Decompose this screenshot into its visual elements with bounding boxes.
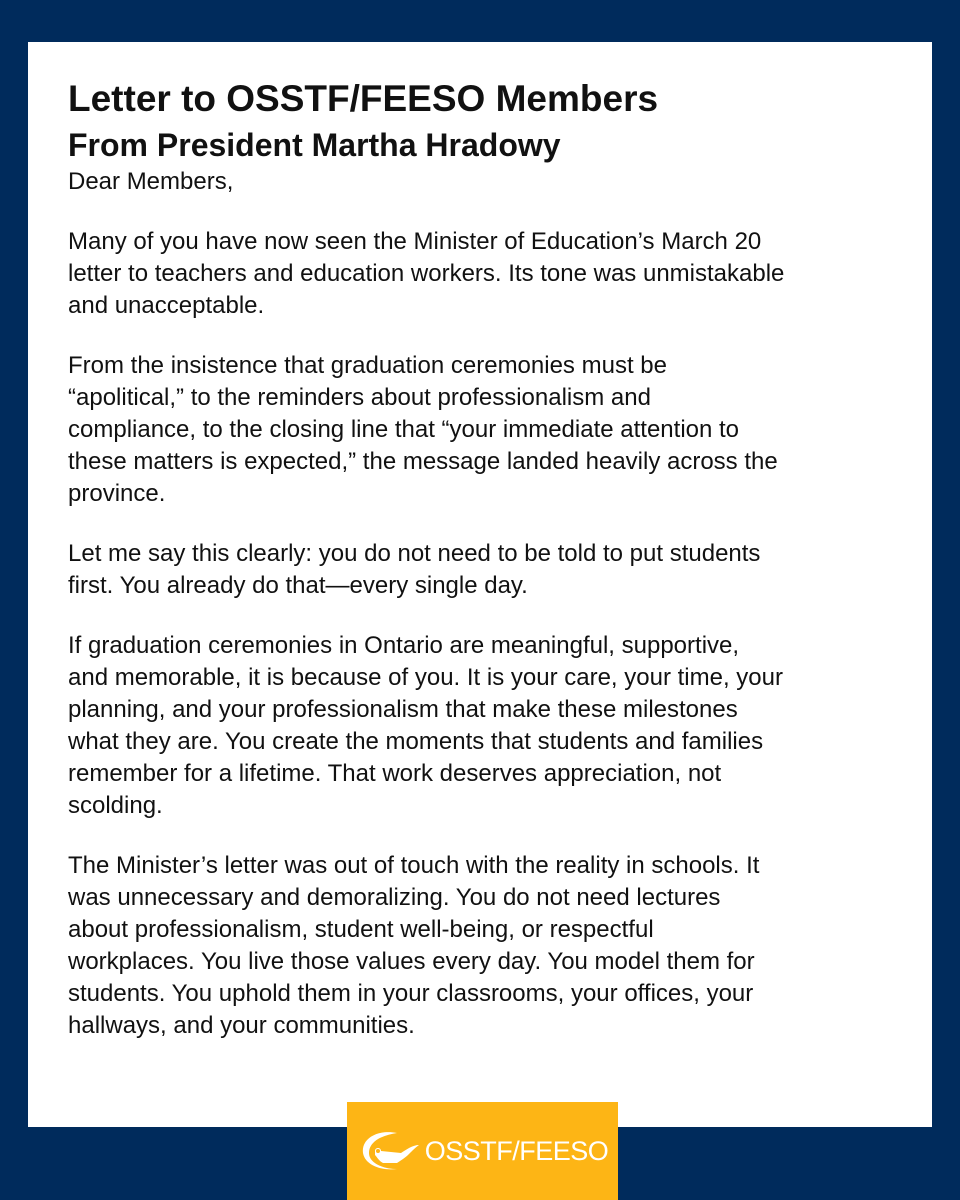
paragraph-line: these matters is expected,” the message landed heavily across the (68, 448, 778, 475)
lamp-icon (357, 1127, 421, 1175)
osstf-logo (347, 1102, 618, 1200)
paragraph (68, 350, 908, 510)
paragraph-line: From the insistence that graduation ceremonies must be (68, 352, 667, 379)
paragraph-line: and unacceptable. (68, 292, 265, 319)
paragraph (68, 850, 908, 1042)
paragraph-line: Many of you have now seen the Minister of Education’s March 20 (68, 228, 762, 255)
paragraph-line: and memorable, it is because of you. It is your care, your time, your (68, 664, 783, 691)
paragraph-line: If graduation ceremonies in Ontario are meaningful, supportive, (68, 632, 740, 659)
letter-subtitle: From President Martha Hradowy (68, 127, 561, 163)
paragraph-line: “apolitical,” to the reminders about professionalism and (68, 384, 651, 411)
paragraph-line: scolding. (68, 792, 163, 819)
paragraph-line: students. You uphold them in your classrooms, your offices, your (68, 980, 754, 1007)
paragraph (68, 538, 908, 602)
paragraph-line: letter to teachers and education workers. Its tone was unmistakable (68, 260, 785, 287)
paragraph-line: province. (68, 480, 166, 507)
paragraph-line: about professionalism, student well-being, or respectful (68, 916, 654, 943)
paragraph-line: remember for a lifetime. That work deserves appreciation, not (68, 760, 722, 787)
paragraph-line: what they are. You create the moments that students and families (68, 728, 764, 755)
paragraph-line: first. You already do that—every single day. (68, 572, 528, 599)
letter-body (68, 166, 908, 1070)
paragraph-line: hallways, and your communities. (68, 1012, 415, 1039)
paragraph-line: workplaces. You live those values every day. You model them for (68, 948, 755, 975)
paragraph-line: Let me say this clearly: you do not need to be told to put students (68, 540, 761, 567)
letter-title: Letter to OSSTF/FEESO Members (68, 78, 659, 119)
paragraph-line: The Minister’s letter was out of touch with the reality in schools. It (68, 852, 760, 879)
paragraph-line: Dear Members, (68, 168, 234, 195)
paragraph (68, 226, 908, 322)
paragraph-line: planning, and your professionalism that make these milestones (68, 696, 738, 723)
logo-text: OSSTF/FEESO (424, 1135, 609, 1166)
paragraph-line: compliance, to the closing line that “your immediate attention to (68, 416, 740, 443)
paragraph (68, 630, 908, 822)
paragraph-line: was unnecessary and demoralizing. You do not need lectures (68, 884, 721, 911)
paragraph (68, 166, 908, 198)
